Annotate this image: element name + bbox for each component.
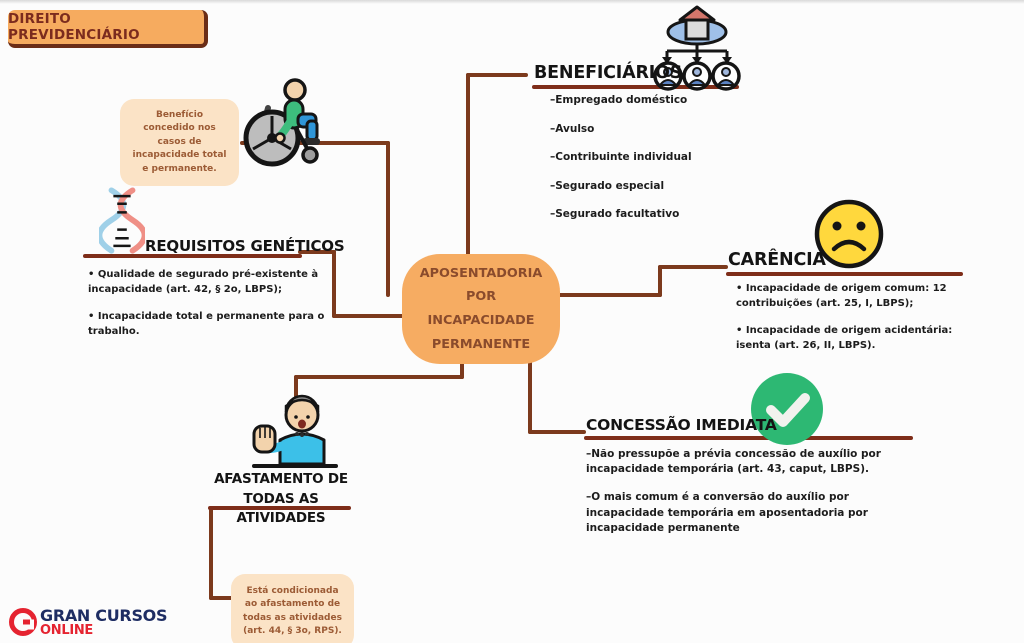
connector-afastamento-b — [294, 375, 464, 379]
central-topic-node — [402, 254, 560, 364]
heading-beneficiarios: BENEFICIÁRIOS — [534, 63, 683, 83]
connector-note-benefit-drop — [386, 141, 390, 297]
page-title-label: DIREITO PREVIDENCIÁRIO — [8, 11, 140, 43]
carencia-list — [736, 282, 976, 366]
heading-afastamento: AFASTAMENTO DE TODAS AS ATIVIDADES — [214, 471, 348, 527]
person-stop-icon — [250, 392, 345, 470]
connector-concessao-vert — [528, 361, 532, 434]
logo-line2: ONLINE — [40, 622, 94, 638]
logo-line1: GRAN CURSOS — [40, 605, 168, 625]
list-item: • Incapacidade de origem acidentária: isenta (art. 26, II, LBPS). — [736, 325, 953, 351]
note-benefit — [120, 99, 239, 186]
connector-carencia-c — [658, 265, 728, 269]
list-item: –O mais comum é a conversão do auxílio por incapacidade temporária em aposentadoria por incapacidade permanente — [586, 491, 868, 534]
list-item: –Empregado doméstico — [550, 94, 688, 106]
page-title — [8, 10, 208, 48]
requisitos-list — [88, 268, 350, 352]
beneficiarios-list — [550, 94, 692, 237]
note-condition — [231, 574, 354, 643]
connector-beneficiarios-vert — [466, 73, 470, 257]
connector-concessao-horiz — [528, 430, 586, 434]
list-item: –Segurado especial — [550, 179, 665, 192]
underline-carencia — [726, 272, 963, 276]
gran-cursos-logo — [8, 607, 167, 637]
list-item: –Segurado facultativo — [550, 208, 680, 220]
connector-carencia-a — [558, 293, 662, 297]
connector-beneficiarios-horiz — [466, 73, 528, 77]
list-item: –Contribuinte individual — [550, 151, 692, 163]
wheelchair-icon — [240, 78, 324, 170]
heading-requisitos: REQUISITOS GENÉTICOS — [145, 237, 345, 255]
gran-g-icon — [8, 607, 38, 637]
list-item: • Incapacidade de origem comum: 12 contribuições (art. 25, I, LBPS); — [736, 283, 947, 309]
heading-carencia: CARÊNCIA — [728, 250, 826, 270]
check-circle-icon — [749, 371, 825, 447]
list-item: • Incapacidade total e permanente para o trabalho. — [88, 311, 325, 337]
concessao-list — [586, 447, 924, 549]
heading-concessao: CONCESSÃO IMEDIATA — [586, 416, 777, 434]
list-item: –Avulso — [550, 122, 595, 135]
note-condition-text: Está condicionada ao afastamento de todas as atividades (art. 44, § 3o, RPS). — [243, 585, 342, 636]
dna-icon — [99, 186, 145, 256]
list-item: • Qualidade de segurado pré-existente à incapacidade (art. 42, § 2o, LBPS); — [88, 269, 319, 295]
list-item: –Não pressupõe a prévia concessão de auxílio por incapacidade temporária (art. 43, caput, LBPS). — [586, 448, 881, 476]
central-topic-label: APOSENTADORIA POR INCAPACIDADE PERMANENTE — [419, 265, 543, 352]
connector-carencia-b — [658, 265, 662, 297]
note-benefit-text: Benefício concedido nos casos de incapacidade total e permanente. — [132, 109, 227, 174]
